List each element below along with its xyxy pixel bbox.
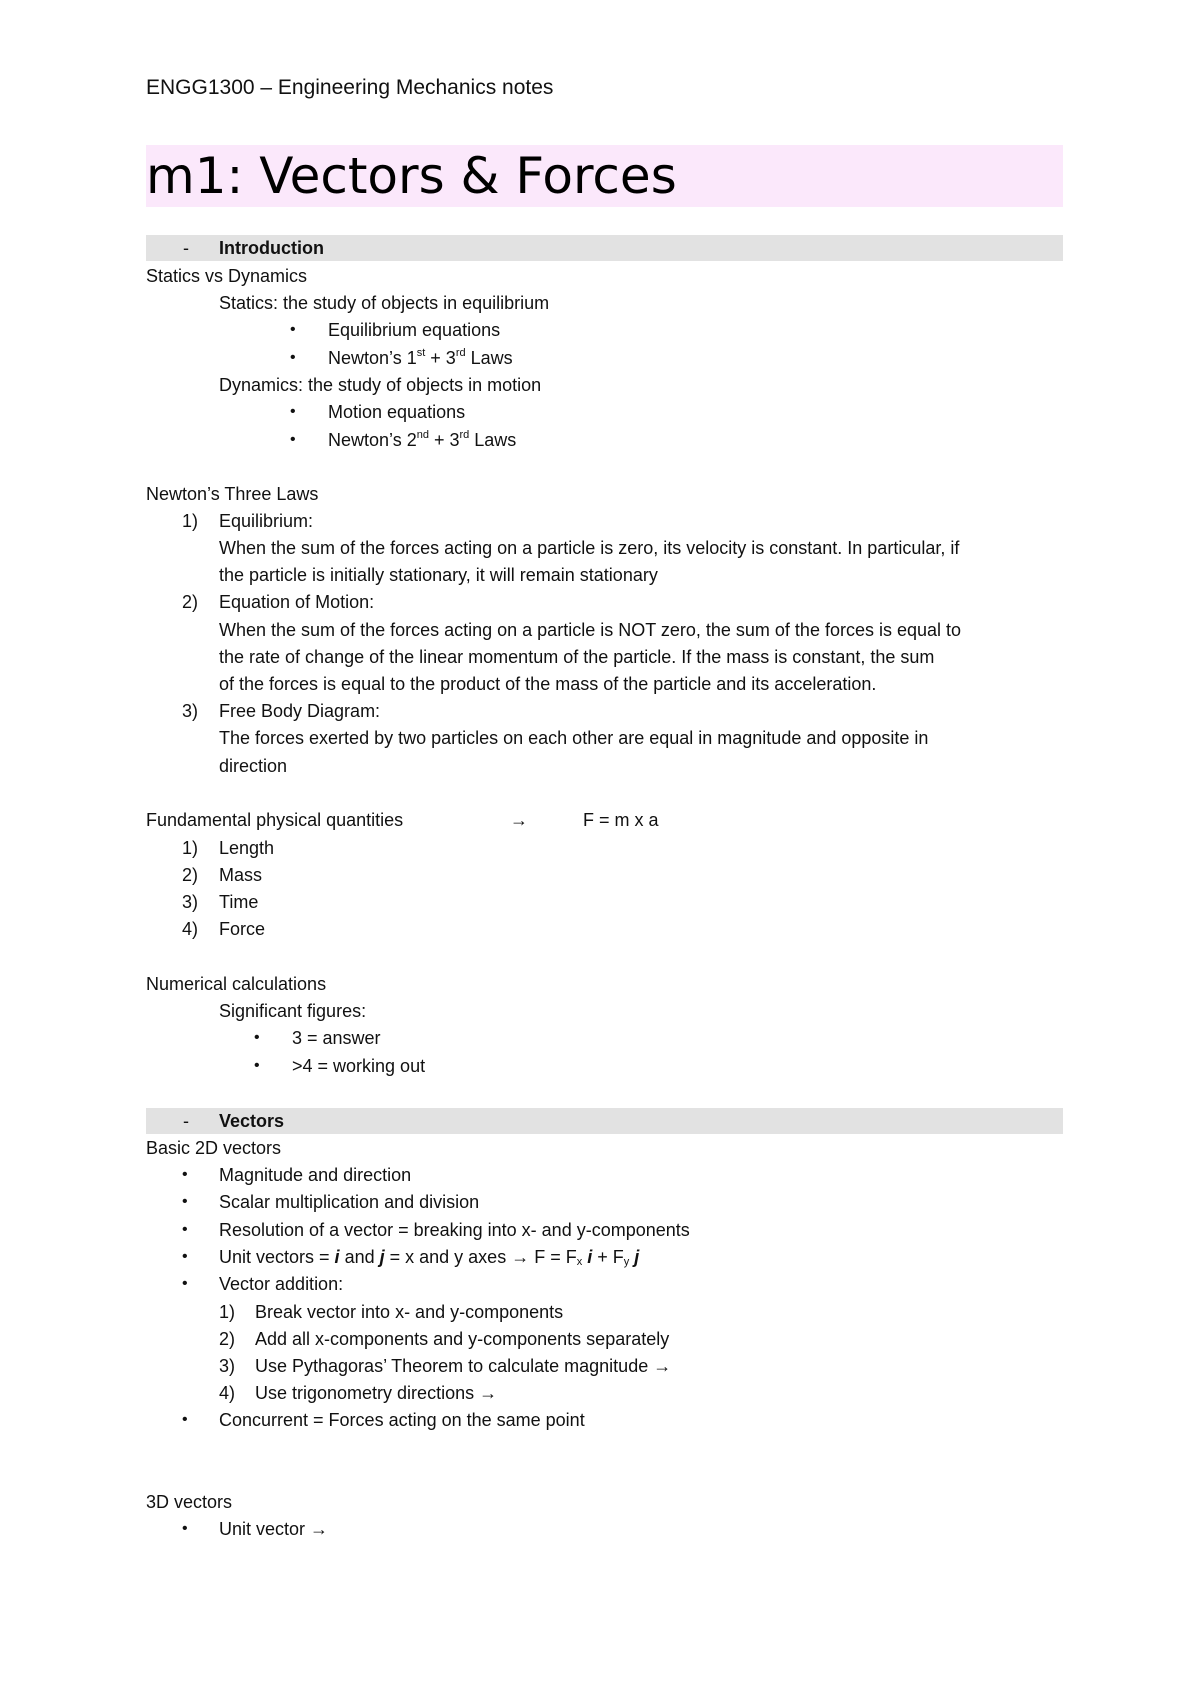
list-item-newton-2-3 [328, 428, 516, 452]
newton-heading: Newton’s Three Laws [146, 484, 319, 504]
section-dash: - [183, 1111, 189, 1131]
text-run: Newton’s 1 [328, 348, 417, 368]
bullet: • [182, 1520, 188, 1537]
statics-definition: Statics: the study of objects in equilibrium [219, 293, 550, 313]
list-number: 3) [182, 892, 199, 912]
list-number: 2) [182, 592, 199, 612]
list-item-newton-1-3 [328, 346, 513, 370]
unit-vector-i: i [334, 1247, 340, 1267]
text-run: + 3 [425, 348, 456, 368]
text-run: = x and y axes [384, 1247, 512, 1267]
page-title: m1: Vectors & Forces [146, 147, 677, 205]
text-run: and [339, 1247, 380, 1267]
text-run: Laws [465, 348, 513, 368]
bullet: • [182, 1411, 188, 1428]
law-text: When the sum of the forces acting on a particle is zero, its velocity is constant. In particular, if [219, 538, 960, 558]
law-text: the particle is initially stationary, it will remain stationary [219, 565, 658, 585]
superscript: nd [416, 429, 429, 441]
section-dash: - [183, 238, 189, 258]
section-heading-introduction: Introduction [219, 238, 324, 258]
list-item: Motion equations [328, 402, 466, 422]
basic-2d-heading: Basic 2D vectors [146, 1138, 282, 1158]
list-number: 1) [182, 838, 199, 858]
list-item: Equilibrium equations [328, 320, 501, 340]
list-item: Use Pythagoras’ Theorem to calculate magnitude → [255, 1356, 672, 1376]
fundamental-heading: Fundamental physical quantities [146, 810, 404, 830]
superscript: rd [455, 347, 466, 359]
bullet: • [290, 403, 296, 420]
list-item: Concurrent = Forces acting on the same point [219, 1410, 585, 1430]
law-text: When the sum of the forces acting on a particle is NOT zero, the sum of the forces is equal to [219, 620, 962, 640]
vector-addition-label: Vector addition: [219, 1274, 344, 1294]
arrow-icon: → [510, 810, 528, 830]
section-heading-vectors: Vectors [219, 1111, 285, 1131]
law-title: Free Body Diagram: [219, 701, 381, 721]
subscript: y [623, 1256, 630, 1268]
list-number: 3) [182, 701, 199, 721]
law-text: the rate of change of the linear momentum of the particle. If the mass is constant, the sum [219, 647, 935, 667]
list-number: 2) [219, 1329, 236, 1349]
unit-vector-i: i [587, 1247, 593, 1267]
subscript: x [576, 1256, 583, 1268]
list-item: Break vector into x- and y-components [255, 1302, 564, 1322]
list-item: Use trigonometry directions → [255, 1383, 498, 1403]
bullet: • [254, 1029, 260, 1046]
bullet: • [290, 349, 296, 366]
bullet: • [254, 1057, 260, 1074]
text-run: + 3 [428, 430, 460, 450]
list-item: Magnitude and direction [219, 1165, 412, 1185]
unit-vector-j: j [634, 1247, 640, 1267]
law-title: Equation of Motion: [219, 592, 375, 612]
list-item: Force [219, 919, 266, 939]
list-item-unit-vectors [219, 1245, 639, 1269]
bullet: • [182, 1221, 188, 1238]
statics-dynamics-heading: Statics vs Dynamics [146, 266, 308, 286]
list-number: 3) [219, 1356, 236, 1376]
arrow-icon: → [511, 1247, 530, 1267]
law-text: direction [219, 756, 288, 776]
formula: F = m x a [583, 810, 659, 830]
law-text: of the forces is equal to the product of the mass of the particle and its acceleration. [219, 674, 877, 694]
vectors-3d-heading: 3D vectors [146, 1492, 233, 1512]
list-item: Mass [219, 865, 263, 885]
list-item: Time [219, 892, 259, 912]
bullet: • [182, 1275, 188, 1292]
superscript: st [416, 347, 426, 359]
bullet: • [182, 1248, 188, 1265]
law-text: The forces exerted by two particles on each other are equal in magnitude and opposite in [219, 728, 929, 748]
list-number: 4) [182, 919, 199, 939]
text-run: Newton’s 2 [328, 430, 417, 450]
text-run: + F [592, 1247, 624, 1267]
list-item: Length [219, 838, 275, 858]
list-number: 2) [182, 865, 199, 885]
list-item: Scalar multiplication and division [219, 1192, 480, 1212]
bullet: • [182, 1166, 188, 1183]
list-number: 1) [219, 1302, 236, 1322]
list-item: Unit vector → [219, 1519, 329, 1539]
text-run: Laws [469, 430, 517, 450]
list-item: Add all x-components and y-components separately [255, 1329, 670, 1349]
text-run: F = F [529, 1247, 577, 1267]
bullet: • [182, 1193, 188, 1210]
bullet: • [290, 321, 296, 338]
list-number: 1) [182, 511, 199, 531]
list-number: 4) [219, 1383, 236, 1403]
law-title: Equilibrium: [219, 511, 314, 531]
bullet: • [290, 431, 296, 448]
sig-figs-label: Significant figures: [219, 1001, 367, 1021]
list-item: 3 = answer [292, 1028, 381, 1048]
list-item: >4 = working out [292, 1056, 426, 1076]
document-header: ENGG1300 – Engineering Mechanics notes [146, 76, 554, 99]
superscript: rd [459, 429, 470, 441]
numerical-heading: Numerical calculations [146, 974, 327, 994]
text-run: Unit vectors = [219, 1247, 335, 1267]
list-item: Resolution of a vector = breaking into x- and y-components [219, 1220, 690, 1240]
unit-vector-j: j [379, 1247, 385, 1267]
dynamics-definition: Dynamics: the study of objects in motion [219, 375, 542, 395]
